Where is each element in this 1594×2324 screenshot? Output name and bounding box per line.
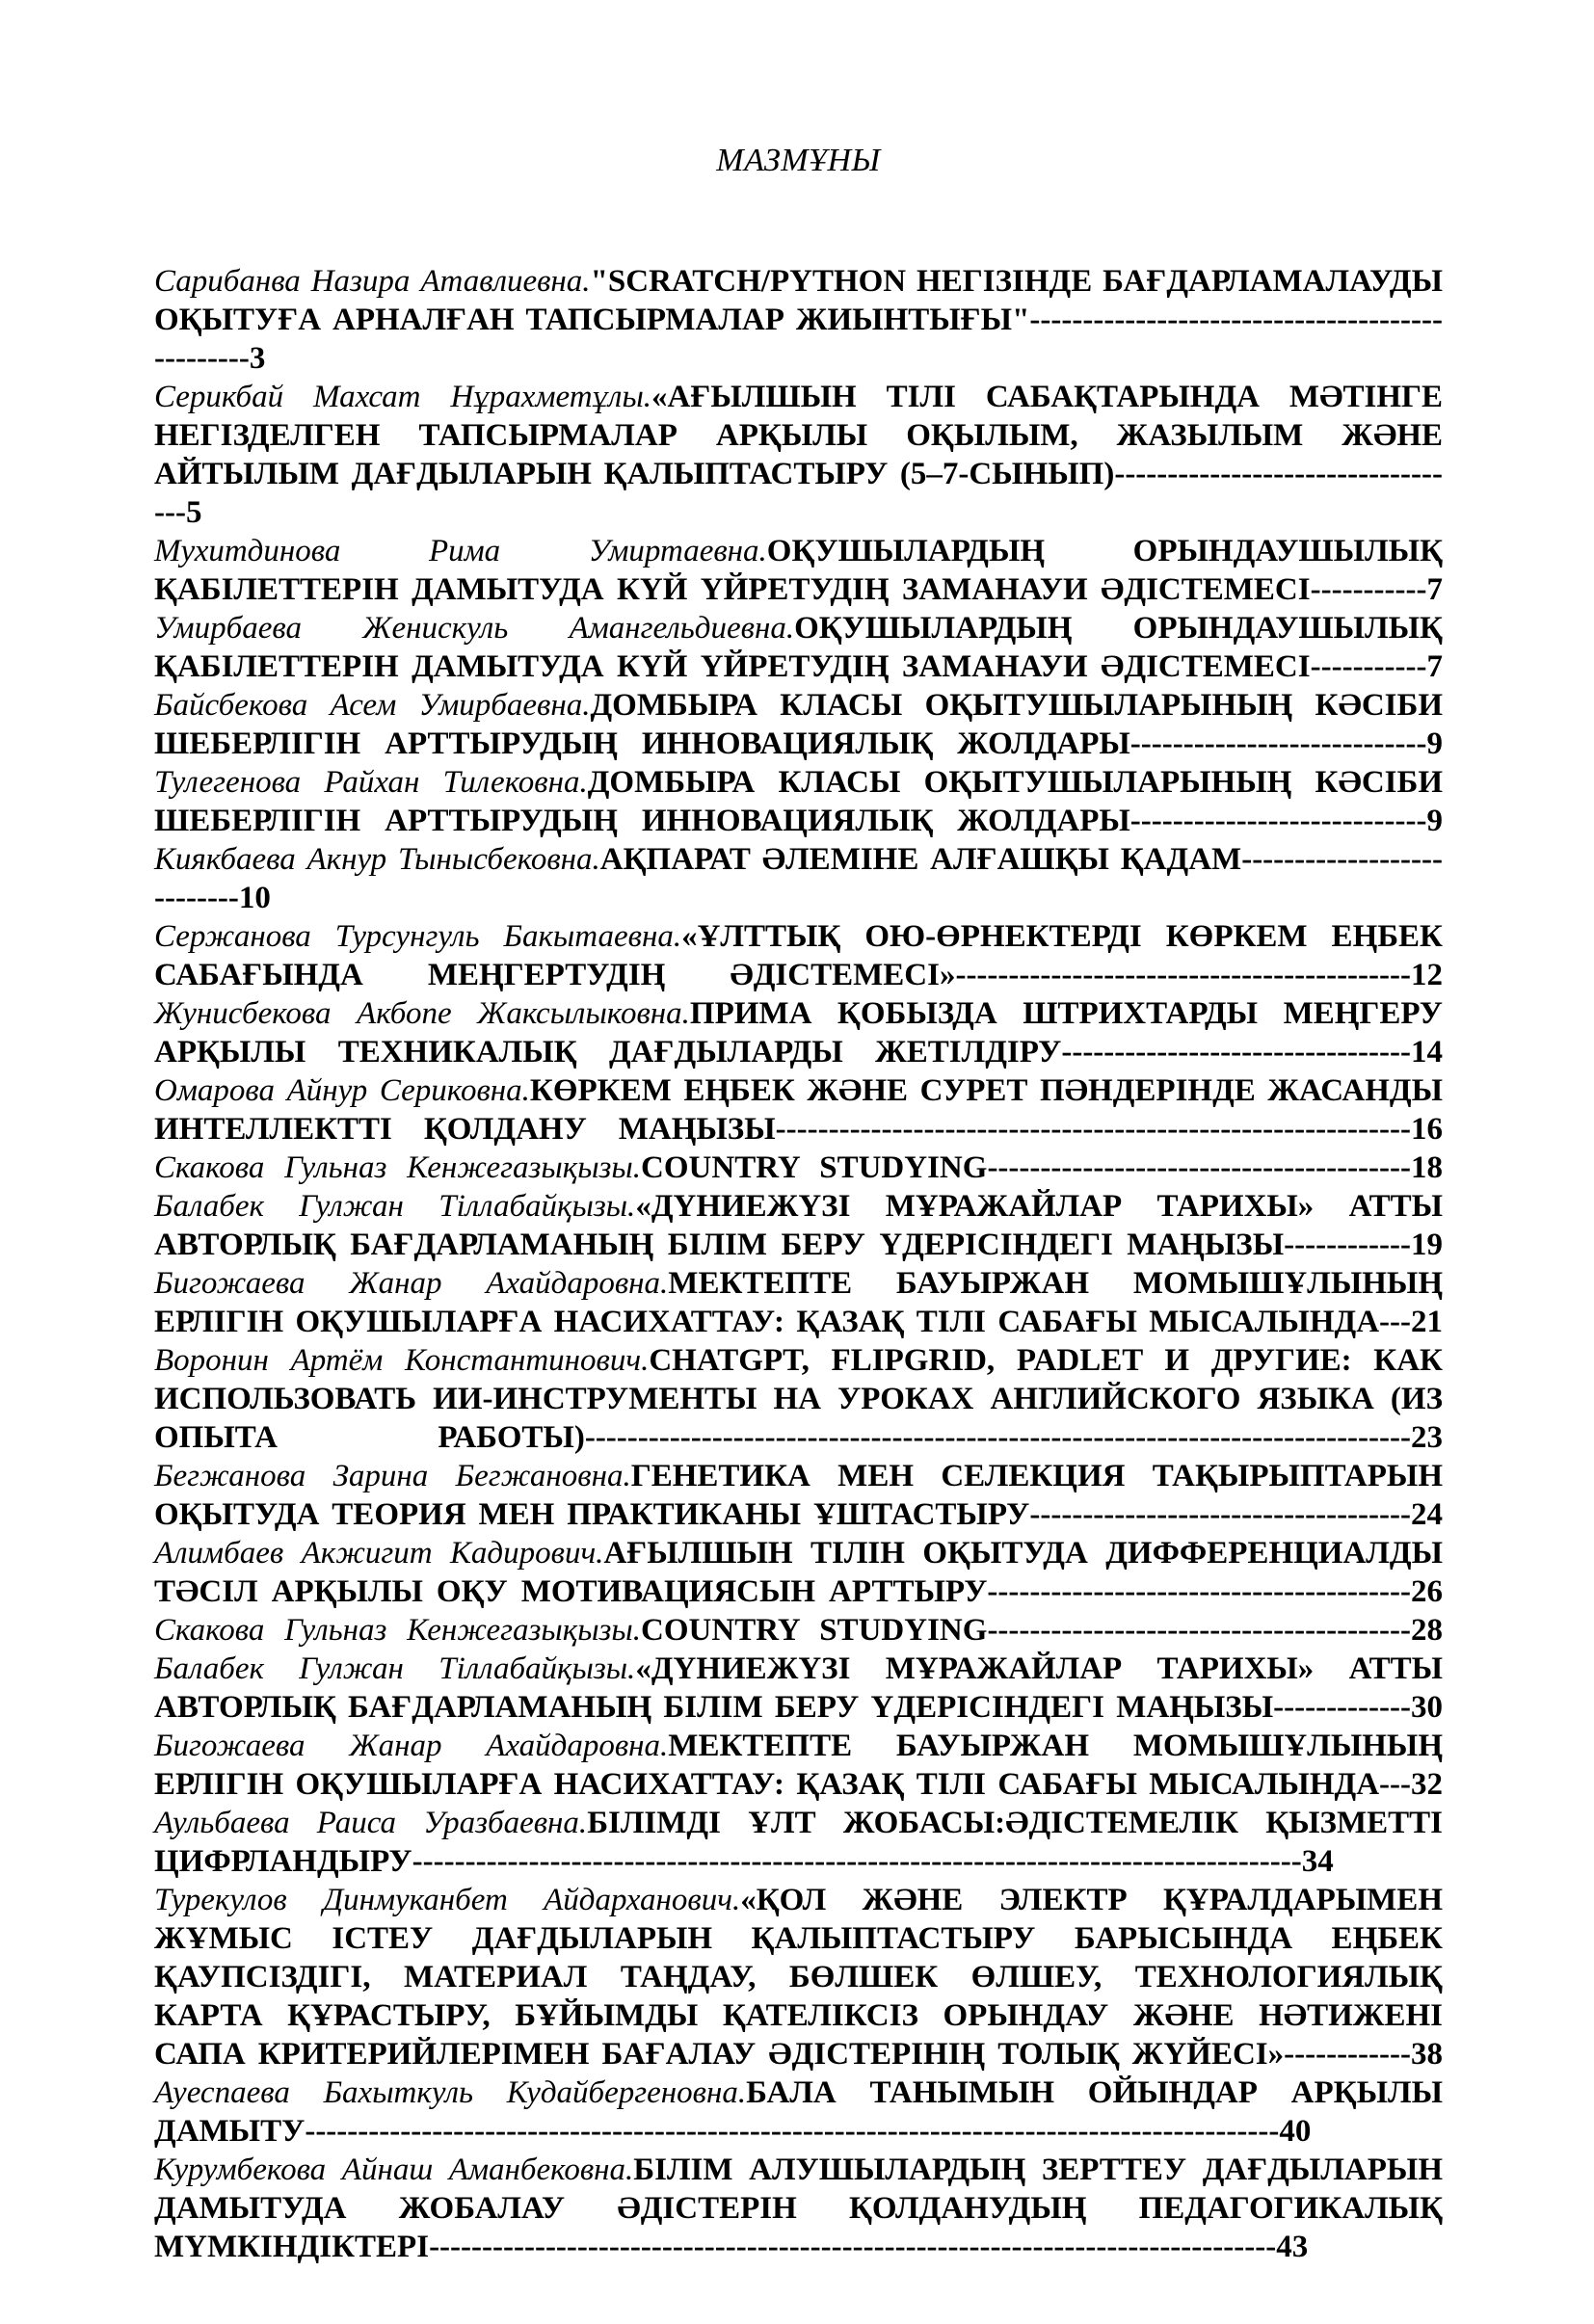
toc-entry-leader: ------------: [1284, 1228, 1411, 1262]
toc-entry-author: Алимбаев Акжигит Кадирович.: [154, 1536, 604, 1571]
toc-entry-page: 5: [185, 495, 202, 530]
toc-entry-author: Воронин Артём Константинович.: [154, 1343, 650, 1378]
toc-entry-leader: ------------------------------------: [1029, 1497, 1411, 1532]
toc-entry: [154, 1457, 1443, 1534]
toc-entry-title: "SCRATCH/PYTHON НЕГІЗІНДЕ БАҒДАРЛАМАЛАУДЫ ОҚЫТУҒА АРНАЛҒАН ТАПСЫРМАЛАР ЖИЫНТЫҒЫ": [154, 264, 1443, 337]
toc-entry-leader: ----------------------------------: [154, 457, 1443, 530]
toc-entry-author: Бегжанова Зарина Бегжановна.: [154, 1459, 631, 1493]
toc-entry-page: 3: [249, 341, 266, 376]
toc-entry-author: Мухитдинова Рима Умиртаевна.: [154, 534, 767, 568]
toc-entry-page: 23: [1411, 1420, 1443, 1455]
toc-entry: [154, 262, 1443, 378]
toc-entry-author: Тулегенова Райхан Тилековна.: [154, 765, 588, 800]
toc-entry-author: Аульбаева Раиса Уразбаевна.: [154, 1806, 588, 1840]
toc-entry-page: 30: [1411, 1690, 1443, 1725]
toc-entry: [154, 1264, 1443, 1341]
toc-entry-leader: ---------------------------------: [1061, 1035, 1411, 1070]
toc-entry: [154, 840, 1443, 917]
toc-entry-author: Турекулов Динмуканбет Айдарханович.: [154, 1883, 741, 1917]
toc-entry-leader: ----------------------------: [1129, 726, 1427, 761]
toc-entry-leader: ----------------------------------------: [987, 1574, 1411, 1609]
toc-entry: [154, 686, 1443, 763]
toc-entry: [154, 1187, 1443, 1264]
toc-entry-author: Бигожаева Жанар Ахайдаровна.: [154, 1729, 669, 1763]
toc-entry: [154, 1650, 1443, 1727]
toc-entry: [154, 2151, 1443, 2266]
toc-entry: [154, 917, 1443, 994]
toc-entry-title: COUNTRY STUDYING: [641, 1613, 988, 1648]
toc-entry-title: «ҚОЛ ЖӘНЕ ЭЛЕКТР ҚҰРАЛДАРЫМЕН ЖҰМЫС ІСТЕУ ДАҒДЫЛАРЫН ҚАЛЫПТАСТЫРУ БАРЫСЫНДА ЕҢБЕК ҚАУПСІЗДІГІ, МАТЕРИАЛ ТАҢДАУ, БӨЛШЕК ӨЛШЕУ, ТЕХНОЛОГИЯЛЫҚ КАРТА ҚҰРАСТЫРУ, БҰЙЫМДЫ ҚАТЕЛІКСІЗ ОРЫНДАУ ЖӘНЕ НӘТИЖЕНІ САПА КРИТЕРИЙЛЕРІМЕН БАҒАЛАУ ӘДІСТЕРІНІҢ ТОЛЫҚ ЖҮЙЕСІ»: [154, 1883, 1443, 2072]
toc-entry-page: 28: [1411, 1613, 1444, 1648]
toc-entry-author: Байсбекова Асем Умирбаевна.: [154, 688, 591, 723]
toc-entry-author: Скакова Гульназ Кенжегазықызы.: [154, 1613, 642, 1648]
toc-entry: [154, 1341, 1443, 1457]
toc-entry-leader: ------------: [1284, 2037, 1411, 2072]
toc-entry: [154, 1727, 1443, 1804]
toc-entry-title: «ДҮНИЕЖҮЗІ МҰРАЖАЙЛАР ТАРИХЫ» АТТЫ АВТОРЛЫҚ БАҒДАРЛАМАНЫҢ БІЛІМ БЕРУ ҮДЕРІСІНДЕГІ МАҢЫЗЫ: [154, 1651, 1443, 1725]
toc-entry-title: CHATGPT, FLIPGRID, PADLET И ДРУГИЕ: КАК ИСПОЛЬЗОВАТЬ ИИ-ИНСТРУМЕНТЫ НА УРОКАХ АНГЛИЙСКОГО ЯЗЫКА (ИЗ ОПЫТА РАБОТЫ): [154, 1343, 1443, 1455]
toc-entry: [154, 378, 1443, 532]
toc-entry: [154, 2073, 1443, 2151]
toc-entry-author: Жунисбекова Акбопе Жаксылыковна.: [154, 996, 690, 1031]
toc-entry-title: БІЛІМДІ ҰЛТ ЖОБАСЫ:ӘДІСТЕМЕЛІК ҚЫЗМЕТТІ ЦИФРЛАНДЫРУ: [154, 1806, 1443, 1879]
toc-entry-page: 32: [1411, 1767, 1443, 1802]
toc-entry: [154, 532, 1443, 609]
toc-entry-title: БІЛІМ АЛУШЫЛАРДЫҢ ЗЕРТТЕУ ДАҒДЫЛАРЫН ДАМЫТУДА ЖОБАЛАУ ӘДІСТЕРІН ҚОЛДАНУДЫҢ ПЕДАГОГИКАЛЫҚ МҮМКІНДІКТЕРІ: [154, 2152, 1443, 2264]
toc-entry-page: 9: [1426, 804, 1443, 838]
toc-entry-leader: ------------------------------------------------------------------------------------: [412, 1844, 1302, 1879]
toc-entry-title: ПРИМА ҚОБЫЗДА ШТРИХТАРДЫ МЕҢГЕРУ АРҚЫЛЫ ТЕХНИКАЛЫҚ ДАҒДЫЛАРДЫ ЖЕТІЛДІРУ: [154, 996, 1443, 1070]
toc-entry-leader: ---------------------------: [154, 842, 1443, 915]
toc-entry-leader: -------------: [1273, 1690, 1411, 1725]
toc-entry-page: 16: [1411, 1112, 1443, 1147]
toc-entry-page: 10: [238, 881, 271, 915]
toc-entry-title: АҚПАРАТ ӘЛЕМІНЕ АЛҒАШҚЫ ҚАДАМ: [599, 842, 1242, 877]
toc-entry-title: COUNTRY STUDYING: [641, 1150, 988, 1185]
toc-entry-page: 40: [1279, 2114, 1312, 2149]
toc-entry-title: ДОМБЫРА КЛАСЫ ОҚЫТУШЫЛАРЫНЫҢ КӘСІБИ ШЕБЕРЛІГІН АРТТЫРУДЫҢ ИННОВАЦИЯЛЫҚ ЖОЛДАРЫ: [154, 688, 1443, 761]
toc-entry-leader: -----------: [1310, 649, 1427, 684]
toc-entry-page: 38: [1411, 2037, 1443, 2072]
toc-entry-author: Курумбекова Айнаш Аманбековна.: [154, 2152, 634, 2187]
toc-entry-title: «АҒЫЛШЫН ТІЛІ САБАҚТАРЫНДА МӘТІНГЕ НЕГІЗДЕЛГЕН ТАПСЫРМАЛАР АРҚЫЛЫ ОҚЫЛЫМ, ЖАЗЫЛЫМ ЖӘНЕ АЙТЫЛЫМ ДАҒДЫЛАРЫН ҚАЛЫПТАСТЫРУ (5–7-СЫНЫП): [154, 380, 1443, 491]
toc-entry-leader: --------------------------------------------------------------------------------------------: [305, 2114, 1280, 2149]
toc-entry-leader: -------------------------------------------: [955, 958, 1411, 992]
toc-entry-author: Балабек Гулжан Тіллабайқызы.: [154, 1651, 636, 1686]
toc-entry-leader: ----------------------------------------: [987, 1613, 1412, 1648]
toc-entry-leader: ------------------------------------------------------------------------------: [584, 1420, 1411, 1455]
table-of-contents: [154, 262, 1443, 2266]
toc-entry: [154, 1149, 1443, 1187]
toc-entry-page: 14: [1411, 1035, 1443, 1070]
toc-entry-title: «ДҮНИЕЖҮЗІ МҰРАЖАЙЛАР ТАРИХЫ» АТТЫ АВТОРЛЫҚ БАҒДАРЛАМАНЫҢ БІЛІМ БЕРУ ҮДЕРІСІНДЕГІ МАҢЫЗЫ: [154, 1189, 1443, 1262]
toc-entry-author: Сарибанва Назира Атавлиевна.: [154, 264, 591, 299]
toc-entry-leader: --------------------------------------------------------------------------------: [429, 2230, 1277, 2264]
toc-entry: [154, 1881, 1443, 2073]
toc-entry-title: ОҚУШЫЛАРДЫҢ ОРЫНДАУШЫЛЫҚ ҚАБІЛЕТТЕРІН ДАМЫТУДА КҮЙ ҮЙРЕТУДІҢ ЗАМАНАУИ ӘДІСТЕМЕСІ: [154, 534, 1443, 607]
toc-entry: [154, 1804, 1443, 1881]
toc-entry-page: 7: [1426, 649, 1443, 684]
toc-entry: [154, 1071, 1443, 1149]
toc-entry-leader: ----------------------------------------: [987, 1150, 1412, 1185]
toc-entry-leader: ----------------------------: [1129, 804, 1427, 838]
toc-entry-title: ГЕНЕТИКА МЕН СЕЛЕКЦИЯ ТАҚЫРЫПТАРЫН ОҚЫТУДА ТЕОРИЯ МЕН ПРАКТИКАНЫ ҰШТАСТЫРУ: [154, 1459, 1443, 1532]
toc-entry-page: 9: [1426, 726, 1443, 761]
toc-entry-author: Скакова Гульназ Кенжегазықызы.: [154, 1150, 642, 1185]
toc-entry-page: 7: [1426, 572, 1443, 607]
toc-entry-title: «ҰЛТТЫҚ ОЮ-ӨРНЕКТЕРДІ КӨРКЕМ ЕҢБЕК САБАҒЫНДА МЕҢГЕРТУДІҢ ӘДІСТЕМЕСІ»: [154, 919, 1443, 992]
toc-entry-author: Сержанова Турсунгуль Бакытаевна.: [154, 919, 682, 954]
toc-entry-title: АҒЫЛШЫН ТІЛІН ОҚЫТУДА ДИФФЕРЕНЦИАЛДЫ ТӘСІЛ АРҚЫЛЫ ОҚУ МОТИВАЦИЯСЫН АРТТЫРУ: [154, 1536, 1443, 1609]
toc-entry-page: 24: [1411, 1497, 1443, 1532]
toc-entry-leader: ---: [1379, 1767, 1411, 1802]
toc-entry-author: Киякбаева Акнур Тынысбековна.: [154, 842, 600, 877]
toc-entry: [154, 609, 1443, 686]
toc-entry-title: ОҚУШЫЛАРДЫҢ ОРЫНДАУШЫЛЫҚ ҚАБІЛЕТТЕРІН ДАМЫТУДА КҮЙ ҮЙРЕТУДІҢ ЗАМАНАУИ ӘДІСТЕМЕСІ: [154, 611, 1443, 684]
toc-entry-title: БАЛА ТАНЫМЫН ОЙЫНДАР АРҚЫЛЫ ДАМЫТУ: [154, 2075, 1443, 2149]
toc-entry-leader: -----------: [1310, 572, 1427, 607]
toc-entry: [154, 1611, 1443, 1650]
toc-entry-leader: ------------------------------------------------------------: [775, 1112, 1411, 1147]
toc-entry-page: 18: [1411, 1150, 1444, 1185]
toc-entry-leader: ---: [1379, 1305, 1411, 1339]
toc-entry-author: Бигожаева Жанар Ахайдаровна.: [154, 1266, 669, 1301]
toc-entry-page: 21: [1411, 1305, 1443, 1339]
toc-entry-page: 12: [1411, 958, 1443, 992]
toc-entry-page: 43: [1276, 2230, 1309, 2264]
page-title: МАЗМҰНЫ: [716, 143, 881, 178]
toc-entry-author: Омарова Айнур Сериковна.: [154, 1073, 530, 1108]
toc-entry-page: 19: [1411, 1228, 1443, 1262]
toc-entry-title: ДОМБЫРА КЛАСЫ ОҚЫТУШЫЛАРЫНЫҢ КӘСІБИ ШЕБЕРЛІГІН АРТТЫРУДЫҢ ИННОВАЦИЯЛЫҚ ЖОЛДАРЫ: [154, 765, 1443, 838]
toc-entry-title: КӨРКЕМ ЕҢБЕК ЖӘНЕ СУРЕТ ПӘНДЕРІНДЕ ЖАСАНДЫ ИНТЕЛЛЕКТТІ ҚОЛДАНУ МАҢЫЗЫ: [154, 1073, 1443, 1147]
toc-entry-author: Ауеспаева Бахыткуль Кудайбергеновна.: [154, 2075, 747, 2110]
toc-entry-author: Умирбаева Женискуль Амангельдиевна.: [154, 611, 795, 646]
toc-entry-page: 34: [1301, 1844, 1334, 1879]
toc-entry: [154, 763, 1443, 840]
toc-entry-title: МЕКТЕПТЕ БАУЫРЖАН МОМЫШҰЛЫНЫҢ ЕРЛІГІН ОҚУШЫЛАРҒА НАСИХАТТАУ: ҚАЗАҚ ТІЛІ САБАҒЫ МЫСАЛЫНДА: [154, 1266, 1443, 1339]
toc-entry-leader: ------------------------------------------------: [154, 303, 1443, 376]
toc-entry-author: Серикбай Махсат Нұрахметұлы.: [154, 380, 652, 414]
toc-entry: [154, 1534, 1443, 1611]
toc-entry-author: Балабек Гулжан Тіллабайқызы.: [154, 1189, 636, 1224]
toc-entry: [154, 994, 1443, 1071]
toc-entry-page: 26: [1411, 1574, 1443, 1609]
toc-entry-title: МЕКТЕПТЕ БАУЫРЖАН МОМЫШҰЛЫНЫҢ ЕРЛІГІН ОҚУШЫЛАРҒА НАСИХАТТАУ: ҚАЗАҚ ТІЛІ САБАҒЫ МЫСАЛЫНДА: [154, 1729, 1443, 1802]
